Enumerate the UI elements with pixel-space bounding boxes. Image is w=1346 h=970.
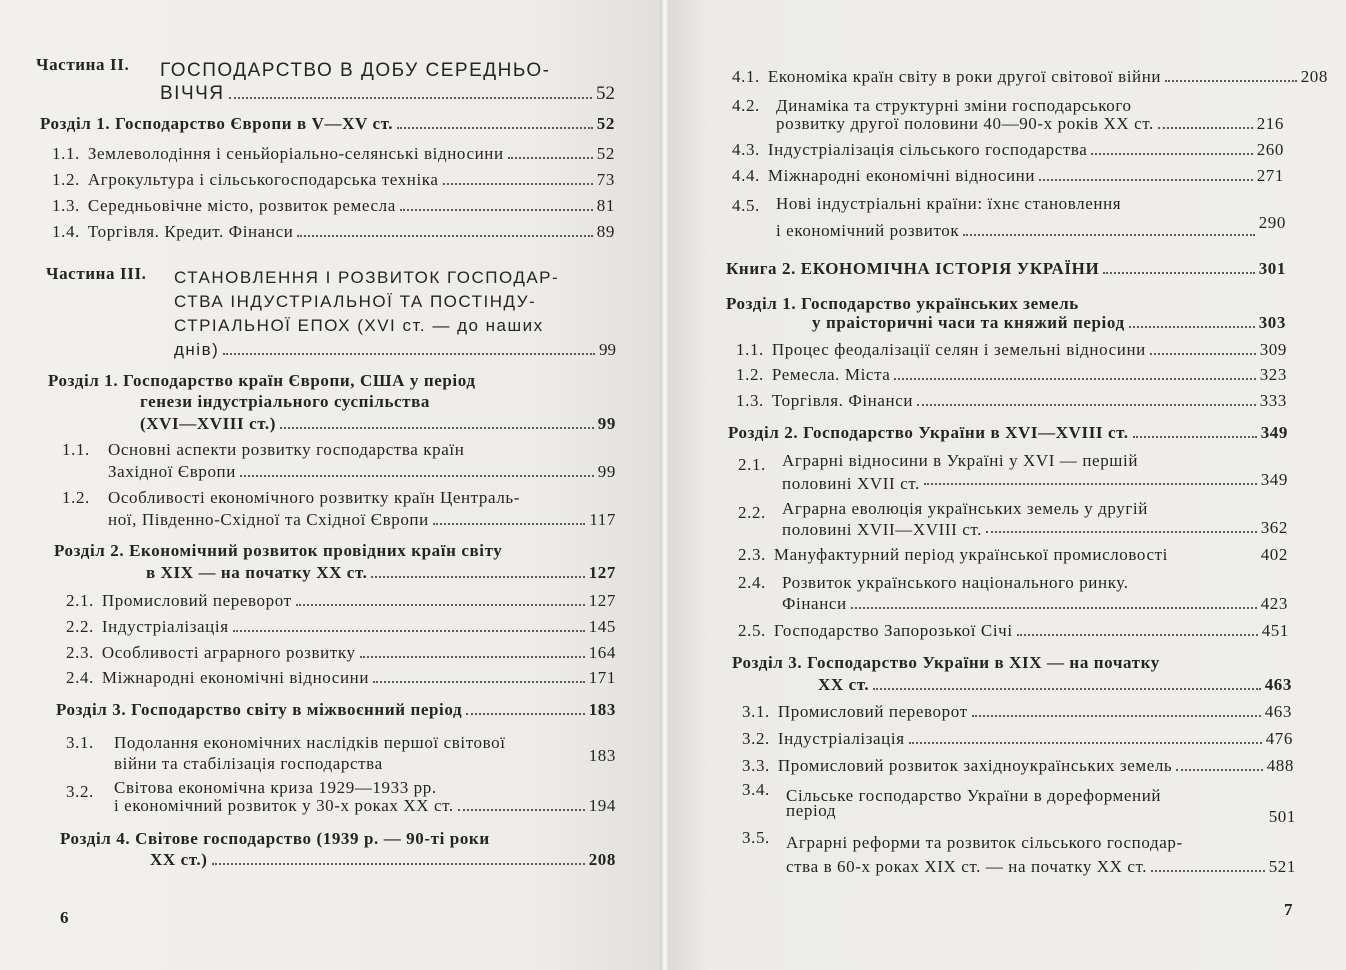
entry-title-line: Основні аспекти розвитку господарства країн (108, 440, 465, 459)
leader-dots (297, 235, 592, 237)
entry-number: 2.5. (738, 621, 766, 640)
entry-title-line: і економічний розвиток (776, 221, 960, 240)
toc-section[interactable] (818, 675, 1292, 695)
page-number: 127 (588, 563, 616, 582)
toc-entry[interactable] (66, 617, 616, 637)
page-number: 463 (1264, 675, 1292, 694)
entry-number: 1.2. (52, 170, 80, 189)
leader-dots (212, 863, 585, 865)
toc-entry[interactable] (114, 796, 616, 816)
toc-entry[interactable] (736, 365, 1287, 385)
leader-dots (1150, 353, 1256, 355)
page-number: 117 (589, 510, 616, 529)
page-number: 260 (1256, 140, 1284, 159)
entry-title-line: Аграрні відносини в Україні у XVI — першій (782, 451, 1139, 470)
toc-entry[interactable] (160, 84, 615, 104)
entry-title-line: половині XVII—XVIII ст. (782, 520, 982, 539)
toc-entry[interactable] (736, 391, 1287, 411)
leader-dots (909, 742, 1262, 744)
section-title-line: (XVI—XVIII ст.) (140, 414, 277, 433)
entry-number: 1.4. (52, 222, 80, 241)
section-title-line: Розділ 1. Господарство країн Європи, США у період (48, 371, 476, 390)
entry-number: 2.4. (738, 573, 766, 592)
toc-entry[interactable] (738, 621, 1289, 641)
leader-dots (1176, 769, 1262, 771)
section-title: Розділ 1. Господарство Європи в V—XV ст. (40, 114, 394, 133)
leader-dots (233, 630, 585, 632)
toc-entry[interactable] (114, 746, 616, 773)
entry-number: 1.1. (736, 340, 764, 359)
leader-dots (443, 183, 593, 185)
entry-number: 3.2. (742, 729, 770, 748)
entry-number: 1.1. (52, 144, 80, 163)
toc-entry[interactable] (108, 510, 616, 530)
entry-number: 3.4. (742, 780, 770, 799)
leader-dots (1017, 634, 1258, 636)
entry-title-line: період (786, 801, 837, 820)
page-number: 99 (599, 340, 616, 359)
section-title-line: Розділ 3. Господарство України в XIX — на початку (732, 653, 1160, 672)
entry-title: Агрокультура і сільськогосподарська техніка (87, 170, 439, 189)
page-number: 463 (1264, 702, 1292, 721)
leader-dots (466, 713, 585, 715)
toc-entry[interactable] (66, 668, 616, 688)
toc-section[interactable] (812, 313, 1286, 333)
leader-dots (917, 404, 1256, 406)
part-title-line: СТАНОВЛЕННЯ І РОЗВИТОК ГОСПОДАР- (174, 268, 560, 287)
entry-number: 4.5. (732, 196, 760, 215)
page-number: 349 (1260, 423, 1288, 442)
entry-title-line: Аграрна еволюція українських земель у другій (782, 499, 1148, 518)
right-page (668, 0, 1346, 970)
entry-number: 2.1. (738, 455, 766, 474)
toc-entry[interactable] (66, 591, 616, 611)
entry-title: Особливості аграрного розвитку (101, 643, 356, 662)
entry-title: Міжнародні економічні відносини (767, 166, 1036, 185)
toc-entry[interactable] (732, 166, 1284, 186)
entry-title-line: і економічний розвиток у 30-х роках XX ст. (114, 796, 454, 815)
page-folio: 7 (1284, 900, 1293, 919)
page-number: 488 (1266, 756, 1294, 775)
page-number: 402 (1260, 545, 1288, 564)
leader-dots (894, 378, 1255, 380)
page-number: 216 (1256, 114, 1284, 133)
toc-section[interactable] (150, 850, 616, 870)
page-number: 303 (1258, 313, 1286, 332)
page-number: 290 (1258, 213, 1286, 232)
entry-title: Індустріалізація сільського господарства (767, 140, 1088, 159)
part-label: Частина II. (36, 55, 130, 74)
page-number: 208 (1300, 67, 1328, 86)
entry-title-line: Аграрні реформи та розвиток сільського господар- (786, 833, 1183, 852)
toc-entry[interactable] (738, 545, 1288, 565)
toc-entry[interactable] (786, 857, 1296, 877)
page-number: 99 (597, 462, 616, 481)
toc-entry[interactable] (782, 470, 1288, 493)
section-title: Розділ 2. Господарство України в XVI—XVIII ст. (728, 423, 1129, 442)
entry-title: Міжнародні економічні відносини (101, 668, 370, 687)
part-label: Частина III. (46, 264, 147, 283)
toc-section[interactable] (40, 114, 615, 134)
toc-entry[interactable] (732, 140, 1284, 160)
entry-number: 4.2. (732, 96, 760, 115)
leader-dots (223, 353, 595, 355)
part-title-line: ГОСПОДАРСТВО В ДОБУ СЕРЕДНЬО- (160, 60, 551, 81)
leader-dots (1165, 80, 1297, 82)
entry-title: Промисловий розвиток західноукраїнських земель (777, 756, 1173, 775)
entry-title-line: Західної Європи (108, 462, 236, 481)
entry-title-line: ної, Південно-Східної та Східної Європи (108, 510, 429, 529)
entry-number: 1.2. (736, 365, 764, 384)
page-number: 89 (596, 222, 615, 241)
leader-dots (1158, 127, 1253, 129)
entry-title-line: Світова економічна криза 1929—1933 рр. (114, 778, 437, 797)
page-number: 309 (1259, 340, 1287, 359)
toc-entry[interactable] (782, 518, 1288, 538)
page-number: 52 (596, 114, 615, 133)
leader-dots (373, 681, 585, 683)
toc-entry[interactable] (174, 340, 616, 360)
page-number: 362 (1260, 518, 1288, 537)
leader-dots (963, 234, 1254, 236)
book-title: Книга 2. ЕКОНОМІЧНА ІСТОРІЯ УКРАЇНИ (726, 259, 1100, 278)
leader-dots (229, 97, 593, 99)
entry-number: 2.3. (738, 545, 766, 564)
entry-title: Промисловий переворот (777, 702, 968, 721)
entry-title: Ремесла. Міста (771, 365, 891, 384)
section-title-line: в XIX — на початку XX ст. (146, 563, 368, 582)
page-number: 127 (588, 591, 616, 610)
page-folio: 6 (60, 908, 69, 927)
entry-number: 3.5. (742, 828, 770, 847)
entry-title-line: Фінанси (782, 594, 847, 613)
entry-title: Мануфактурний період української промисловості (773, 545, 1168, 564)
leader-dots (240, 475, 594, 477)
leader-dots (296, 604, 585, 606)
page-number: 349 (1260, 470, 1288, 489)
leader-dots (986, 531, 1257, 533)
page-number: 145 (588, 617, 616, 636)
entry-number: 2.4. (66, 668, 94, 687)
section-title-line: у праісторичні часи та княжий період (812, 313, 1125, 332)
entry-number: 2.2. (66, 617, 94, 636)
page-number: 164 (588, 643, 616, 662)
toc-section[interactable] (56, 700, 616, 720)
page-number: 171 (588, 668, 616, 687)
page-number: 333 (1259, 391, 1287, 410)
entry-number: 2.1. (66, 591, 94, 610)
leader-dots (924, 483, 1257, 485)
entry-title-line: Подолання економічних наслідків першої світової (114, 733, 506, 752)
section-title-line: Розділ 1. Господарство українських земель (726, 294, 1079, 313)
leader-dots (397, 127, 593, 129)
entry-title: Індустріалізація (101, 617, 229, 636)
entry-title: Промисловий переворот (101, 591, 292, 610)
page-number: 271 (1256, 166, 1284, 185)
entry-number: 3.1. (66, 733, 94, 752)
entry-title-line: половині XVII ст. (782, 474, 920, 493)
page-number: 521 (1268, 857, 1296, 876)
toc-entry[interactable] (786, 801, 1296, 827)
toc-entry[interactable] (742, 702, 1292, 722)
entry-title-line: Розвиток українського національного ринку. (782, 573, 1129, 592)
part-title-line: СТРІАЛЬНОЇ ЕПОХ (XVI ст. — до наших (174, 316, 544, 335)
leader-dots (280, 427, 594, 429)
entry-title: Економіка країн світу в роки другої світової війни (767, 67, 1162, 86)
entry-title: Землеволодіння і сеньйоріально-селянські відносини (87, 144, 504, 163)
toc-entry[interactable] (742, 729, 1293, 749)
section-title-line: Розділ 4. Світове господарство (1939 р. — 90-ті роки (60, 829, 490, 848)
page-number: 183 (588, 746, 616, 765)
leader-dots (508, 157, 593, 159)
left-page (0, 0, 662, 970)
part-title-line: днів) (174, 340, 220, 359)
page-number: 208 (588, 850, 616, 869)
page-number: 423 (1260, 594, 1288, 613)
leader-dots (851, 607, 1257, 609)
section-title-line: Розділ 2. Економічний розвиток провідних країн світу (54, 541, 503, 560)
toc-section[interactable] (728, 423, 1288, 443)
toc-entry[interactable] (742, 756, 1294, 776)
page-number: 183 (588, 700, 616, 719)
entry-title: Торгівля. Кредит. Фінанси (87, 222, 294, 241)
toc-entry[interactable] (52, 170, 615, 190)
section-title: Розділ 3. Господарство світу в міжвоєнний період (56, 700, 463, 719)
entry-number: 4.3. (732, 140, 760, 159)
entry-title-line: Нові індустріальні країни: їхнє становлення (776, 194, 1122, 213)
leader-dots (360, 656, 585, 658)
leader-dots (1151, 870, 1265, 872)
entry-number: 4.1. (732, 67, 760, 86)
leader-dots (1133, 436, 1257, 438)
section-title-line: генези індустріального суспільства (140, 392, 431, 411)
entry-title-line: війни та стабілізація господарства (114, 754, 383, 773)
entry-title-line: Динаміка та структурні зміни господарського (776, 96, 1132, 115)
entry-number: 1.2. (62, 488, 90, 507)
section-title-line: XX ст. (818, 675, 870, 694)
entry-number: 1.3. (52, 196, 80, 215)
entry-title-line: розвитку другої половини 40—90-х років XX ст. (776, 114, 1154, 133)
toc-book[interactable] (726, 259, 1286, 279)
leader-dots (458, 809, 585, 811)
entry-number: 4.4. (732, 166, 760, 185)
toc-entry[interactable] (52, 196, 615, 216)
entry-title: Індустріалізація (777, 729, 905, 748)
page-number: 501 (1268, 807, 1296, 826)
leader-dots (1039, 179, 1253, 181)
toc-entry[interactable] (52, 222, 615, 242)
toc-section[interactable] (146, 563, 616, 583)
entry-number: 1.3. (736, 391, 764, 410)
entry-number: 3.1. (742, 702, 770, 721)
leader-dots (1129, 326, 1255, 328)
leader-dots (873, 688, 1260, 690)
entry-title: Процес феодалізації селян і земельні відносини (771, 340, 1146, 359)
page-number: 323 (1259, 365, 1287, 384)
part-title-line: ВІЧЧЯ (160, 83, 225, 104)
toc-entry[interactable] (736, 340, 1287, 360)
page-number: 194 (588, 796, 616, 815)
leader-dots (371, 576, 584, 578)
page-number: 81 (596, 196, 615, 215)
page-number: 73 (596, 170, 615, 189)
entry-title-line: ства в 60-х роках XIX ст. — на початку XX ст. (786, 857, 1148, 876)
entry-number: 3.3. (742, 756, 770, 775)
entry-title: Середньовічне місто, розвиток ремесла (87, 196, 396, 215)
page-number: 99 (597, 414, 616, 433)
toc-entry[interactable] (108, 462, 616, 482)
entry-number: 2.3. (66, 643, 94, 662)
entry-title: Торгівля. Фінанси (771, 391, 914, 410)
toc-entry[interactable] (732, 67, 1328, 87)
page-number: 451 (1261, 621, 1289, 640)
page-number: 52 (596, 144, 615, 163)
entry-number: 3.2. (66, 782, 94, 801)
entry-title: Господарство Запорозької Січі (773, 621, 1013, 640)
leader-dots (433, 523, 586, 525)
page-number: 52 (596, 83, 615, 104)
toc-entry[interactable] (782, 594, 1288, 614)
entry-title-line: Особливості економічного розвитку країн Централь- (108, 488, 521, 507)
toc-entry[interactable] (776, 114, 1284, 134)
leader-dots (1091, 153, 1252, 155)
page-number: 301 (1258, 259, 1286, 278)
entry-number: 2.2. (738, 503, 766, 522)
toc-section[interactable] (140, 414, 616, 434)
leader-dots (400, 209, 593, 211)
part-title-line: СТВА ІНДУСТРІАЛЬНОЇ ТА ПОСТІНДУ- (174, 292, 537, 311)
page-number: 476 (1265, 729, 1293, 748)
toc-entry[interactable] (776, 213, 1286, 240)
leader-dots (1103, 272, 1254, 274)
toc-entry[interactable] (66, 643, 616, 663)
section-title-line: XX ст.) (150, 850, 208, 869)
entry-title-line: Сільське господарство України в дореформений (786, 786, 1162, 805)
leader-dots (972, 715, 1261, 717)
toc-entry[interactable] (52, 144, 615, 164)
entry-number: 1.1. (62, 440, 90, 459)
